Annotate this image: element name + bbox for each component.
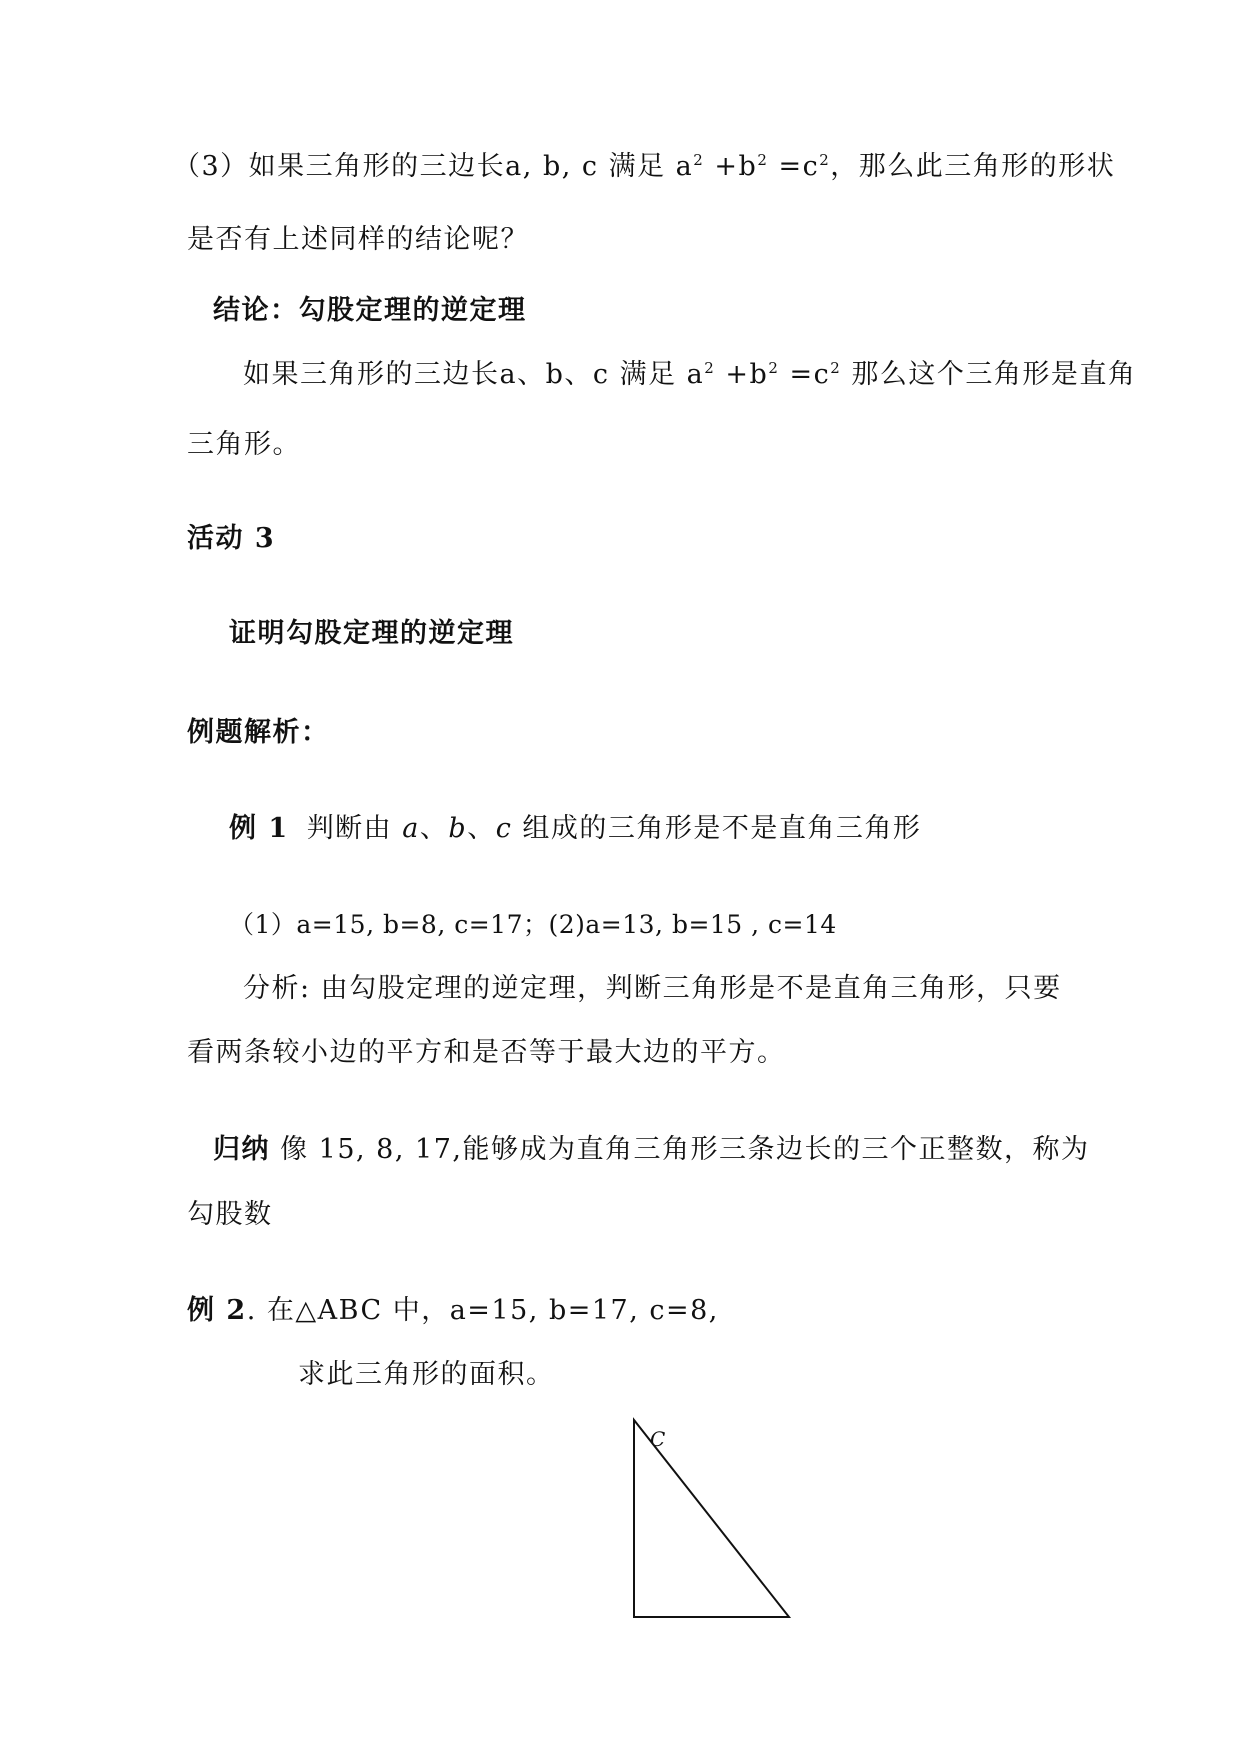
induction-label: 归纳	[213, 1134, 270, 1165]
example1-analysis-line1: 分析: 由勾股定理的逆定理，判断三角形是不是直角三角形，只要	[243, 973, 1062, 1004]
example1-text-suffix: 组成的三角形是不是直角三角形	[512, 813, 922, 844]
example1-line	[229, 812, 921, 846]
example2-label: 例 2	[187, 1295, 247, 1326]
example1-sep2: 、	[467, 813, 496, 844]
example1-label: 例 1	[229, 813, 289, 844]
induction-line2: 勾股数	[187, 1199, 273, 1230]
example2-line	[187, 1294, 719, 1328]
conclusion-plus-b: +b	[715, 359, 769, 390]
section3-question-line2: 是否有上述同样的结论呢？	[187, 224, 529, 255]
example1-analysis-line2: 看两条较小边的平方和是否等于最大边的平方。	[187, 1037, 786, 1068]
example1-var-b: b	[448, 813, 468, 844]
conclusion-line1-suffix: 那么这个三角形是直角	[841, 359, 1137, 390]
exp-b: 2	[768, 359, 780, 377]
activity3-heading: 活动 3	[187, 523, 276, 554]
examples-heading: 例题解析：	[187, 717, 330, 748]
activity3-subheading: 证明勾股定理的逆定理	[229, 618, 514, 649]
section3-question-line1	[173, 150, 1115, 184]
example1-var-c: c	[495, 813, 513, 844]
example2-question: 求此三角形的面积。	[298, 1359, 555, 1390]
induction-line1	[213, 1133, 1089, 1167]
exp-c: 2	[819, 151, 831, 169]
example1-text-prefix: 判断由	[306, 813, 403, 844]
conclusion-line1-prefix: 如果三角形的三边长a、b、c 满足 a	[243, 359, 705, 390]
section3-question-prefix: （3）如果三角形的三边长a, b, c 满足 a	[173, 151, 694, 182]
conclusion-eq-c: =c	[779, 359, 831, 390]
section3-plus-b: +b	[704, 151, 758, 182]
section3-question-suffix: ，那么此三角形的形状	[830, 151, 1116, 182]
example1-var-a: a	[402, 813, 420, 844]
example1-sep1: 、	[419, 813, 449, 844]
example2-text: . 在△ABC 中，a=15, b=17, c=8,	[246, 1295, 719, 1326]
conclusion-line1	[243, 358, 1136, 392]
triangle-shape	[634, 1420, 789, 1617]
example1-cases: （1）a=15, b=8, c=17；(2)a=13, b=15 , c=14	[229, 910, 837, 939]
exp-c: 2	[830, 359, 842, 377]
exp-b: 2	[757, 151, 769, 169]
conclusion-line2: 三角形。	[187, 429, 301, 460]
conclusion-heading: 结论：勾股定理的逆定理	[213, 295, 527, 326]
exp-a: 2	[704, 359, 716, 377]
exp-a: 2	[693, 151, 705, 169]
vertex-label-c: C	[650, 1427, 666, 1451]
induction-text-line1: 像 15, 8, 17,能够成为直角三角形三条边长的三个正整数，称为	[270, 1134, 1090, 1165]
section3-eq-c: =c	[768, 151, 820, 182]
